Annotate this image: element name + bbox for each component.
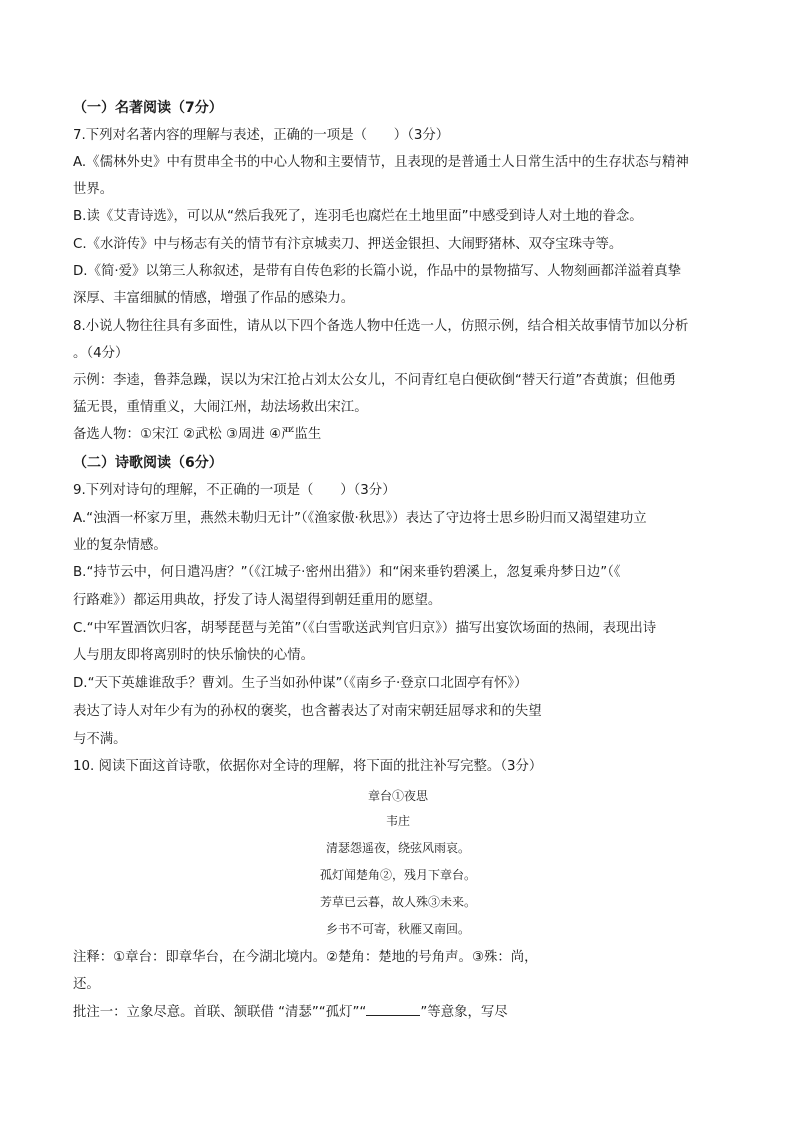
poem-line: 孤灯闻楚角②，残月下章台。 [319,868,476,882]
question-8-stem-line2: 。（4分） [73,346,129,361]
answer-blank[interactable] [366,1005,420,1016]
question-8-candidates: 备选人物：①宋江 ②武松 ③周进 ④严监生 [73,427,322,442]
question-9-option-a-line1: A.“浊酒一杯家万里，燕然未勒归无计”（《渔家傲·秋思》）表达了守边将士思乡盼归而又渴望建功立 [73,511,647,526]
question-7-stem: 7.下列对名著内容的理解与表述，正确的一项是（ ）（3分） [73,128,450,143]
question-7-option-a-line2: 世界。 [73,182,114,197]
annotation-one-before: 批注一：立象尽意。首联、颔联借 “清瑟”“孤灯”“ [73,1005,367,1020]
question-7-option-d-line2: 深厚、丰富细腻的情感，增强了作品的感染力。 [73,291,355,306]
question-9-option-c-line1: C.“中军置酒饮归客，胡琴琵琶与羌笛”（《白雪歌送武判官归京》）描写出宴饮场面的热闹，表现出诗 [73,621,657,636]
poem-line: 清瑟怨遥夜，绕弦风雨哀。 [325,841,470,855]
question-8-example-line1: 示例：李逵，鲁莽急躁，误以为宋江抢占刘太公女儿，不问青红皂白便砍倒“替天行道”杏黄旗；但他勇 [73,373,677,388]
annotation-one-after: ”等意象，写尽 [420,1005,508,1020]
question-7-option-b: B.读《艾青诗选》，可以从“然后我死了，连羽毛也腐烂在土地里面”中感受到诗人对土地的眷念。 [73,209,643,224]
question-9-option-c-line2: 人与朋友即将离别时的快乐愉快的心情。 [73,648,315,663]
annotation-one [73,1005,508,1019]
question-7-option-c: C.《水浒传》中与杨志有关的情节有汴京城卖刀、押送金银担、大闹野猪林、双夺宝珠寺等。 [73,237,623,252]
poem-line: 乡书不可寄，秋雁又南回。 [325,922,470,936]
question-10-stem: 10. 阅读下面这首诗歌，依据你对全诗的理解，将下面的批注补写完整。（3分） [73,759,543,774]
poem-author: 韦庄 [385,814,410,828]
question-9-option-a-line2: 业的复杂情感。 [73,538,167,553]
question-8-stem-line1: 8.小说人物往往具有多面性，请从以下四个备选人物中任选一人，仿照示例，结合相关故事情节加以分析 [73,319,689,334]
question-9-option-b-line2: 行路难》）都运用典故，抒发了诗人渴望得到朝廷重用的愿望。 [73,593,442,608]
question-8-example-line2: 猛无畏，重情重义，大闹江州，劫法场救出宋江。 [73,400,368,415]
poem-line: 芳草已云暮，故人殊③未来。 [319,895,476,909]
question-9-option-b-line1: B.“持节云中，何日遣冯唐？”（《江城子·密州出猎》）和“闲来垂钓碧溪上，忽复乘舟梦日边”（《 [73,565,621,580]
question-9-option-d-line3: 与不满。 [73,732,127,747]
question-7-option-d-line1: D.《简·爱》以第三人称叙述，是带有自传色彩的长篇小说，作品中的景物描写、人物刻画都洋溢着真挚 [73,264,682,279]
question-9-stem: 9.下列对诗句的理解，不正确的一项是（ ）（3分） [73,483,396,498]
section-heading-poetry: （二）诗歌阅读（6分） [73,455,223,471]
poem-notes-line2: 还。 [73,977,100,992]
section-heading-classics: （一）名著阅读（7分） [73,100,223,116]
question-9-option-d-line1: D.“天下英雄谁敌手？曹刘。生子当如孙仲谋”（《南乡子·登京口北固亭有怀》） [73,676,528,691]
poem-title: 章台①夜思 [367,789,428,803]
poem-notes-line1: 注释：①章台：即章华台，在今湖北境内。②楚角：楚地的号角声。③殊：尚， [73,950,538,965]
question-7-option-a-line1: A.《儒林外史》中有贯串全书的中心人物和主要情节，且表现的是普通士人日常生活中的生存状态与精神 [73,155,689,170]
question-9-option-d-line2: 表达了诗人对年少有为的孙权的褒奖，也含蓄表达了对南宋朝廷屈辱求和的失望 [73,704,542,719]
